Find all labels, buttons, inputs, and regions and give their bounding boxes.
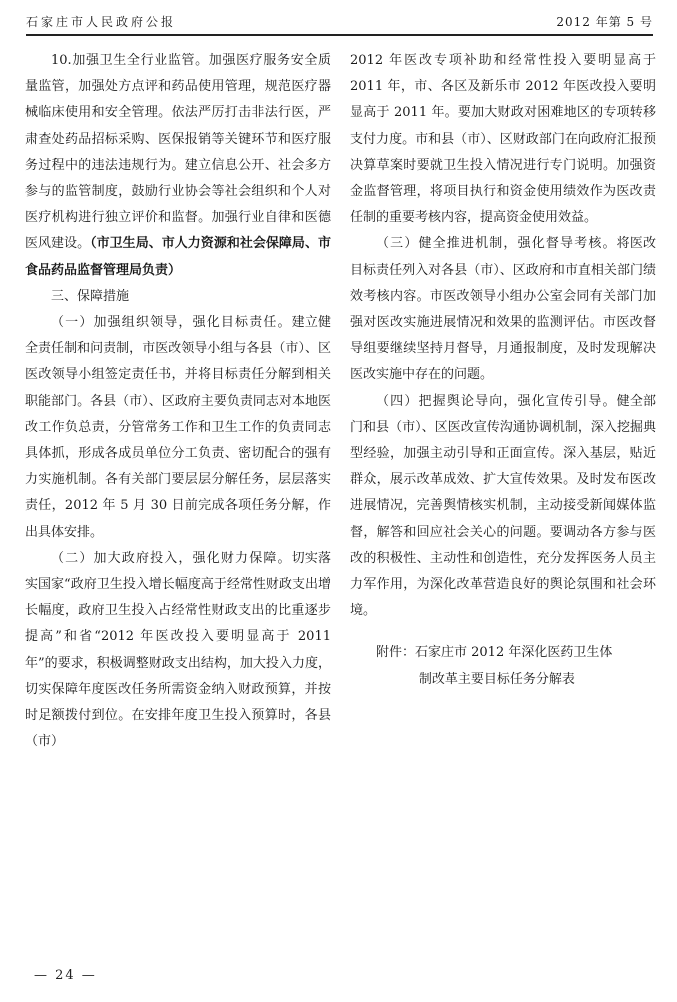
issue-number: 2012 年第 5 号 xyxy=(556,15,653,29)
paragraph-funding-continued: 2012 年医改专项补助和经常性投入要明显高于 2011 年，市、各区及新乐市 2012 年医改投入要明显高于 2011 年。要加大财政对困难地区的专项转移支付力度。市和县（市）、区财政部门在向政府汇报预决算草案时要就卫生投入情况进行专门说明。加强资金监督管理，将项目执行和资金使用绩效作为医改责任制的重要考核内容，提高资金使用效益。 xyxy=(350,53,656,226)
page-number: — 24 — xyxy=(34,968,97,983)
subsection-heading: （一）加强组织领导，强化目标责任。 xyxy=(51,315,292,331)
paragraph-supervision xyxy=(350,231,656,388)
paragraph-text: 切实落实国家“政府卫生投入增长幅度高于经常性财政支出增长幅度，政府卫生投入占经常性财政支出的比重逐步提高”和省“2012 年医改投入要明显高于 2011 年”的要求，积极调整财政支出结构，加大投入力度，切实保障年度医改任务所需资金纳入财政预算，并按时足额拨付到位。在安排年度卫生投入预算时，各县（市） xyxy=(25,550,331,750)
page-header xyxy=(26,12,653,36)
paragraph-text: 将医改目标责任列入对各县（市）、区政府和市直相关部门绩效考核内容。市医改领导小组办公室会同有关部门加强对医改实施进展情况和效果的监测评估。市医改督导组要继续坚持月督导，月通报制度，及时发现解决医改实施中存在的问题。 xyxy=(350,236,656,383)
subsection-heading: （四）把握舆论导向，强化宣传引导。 xyxy=(376,393,617,409)
subsection-heading: （二）加大政府投入，强化财力保障。 xyxy=(51,550,292,566)
paragraph-text: 建立健全责任制和问责制，市医改领导小组与各县（市）、区医改领导小组签定责任书，并将目标责任分解到相关职能部门。各县（市）、区政府主要负责同志对本地医改工作负总责，分管常务工作和卫生工作的负责同志具体抓，形成各成员单位分工负责、密切配合的强有力实施机制。各有关部门要层层分解任务，层层落实责任，2012 年 5 月 30 日前完成各项任务分解，作出具体安排。 xyxy=(25,315,331,540)
attachment-note-continued: 制改革主要目标任务分解表 xyxy=(418,671,575,687)
paragraph-organization xyxy=(25,310,331,546)
subsection-heading: （三）健全推进机制，强化督导考核。 xyxy=(376,236,617,252)
paragraph-item-10 xyxy=(25,48,331,284)
paragraph-publicity xyxy=(350,389,656,625)
responsible-departments: （市卫生局、市人力资源和社会保障局、市食品药品监督管理局负责） xyxy=(25,236,331,278)
attachment-note: 附件：石家庄市 2012 年深化医药卫生体 xyxy=(376,645,613,661)
section-title: 三、保障措施 xyxy=(51,288,130,304)
left-column xyxy=(25,48,331,755)
paragraph-text: 健全部门和县（市）、区医改宣传沟通协调机制，深入挖掘典型经验，加强主动引导和正面宣传。深入基层，贴近群众，展示改革成效、扩大宣传效果。及时发布医改进展情况，完善舆情核实机制，主动接受新闻媒体监督，解答和回应社会关心的问题。要调动各方参与医改的积极性、主动性和创造性，充分发挥医务人员主力军作用，为深化改革营造良好的舆论氛围和社会环境。 xyxy=(350,393,656,619)
paragraph-funding xyxy=(25,546,331,756)
publication-title: 石家庄市人民政府公报 xyxy=(26,15,177,29)
right-column xyxy=(350,48,656,693)
paragraph-text: 10.加强卫生全行业监管。加强医疗服务安全质量监管，加强处方点评和药品使用管理，规范医疗器械临床使用和安全管理。依法严厉打击非法行医，严肃查处药品招标采购、医保报销等关键环节和医疗服务过程中的违法违规行为。建立信息公开、社会多方参与的监管制度，鼓励行业协会等社会组织和个人对医疗机构进行独立评价和监督。加强行业自律和医德医风建设。 xyxy=(25,53,331,252)
